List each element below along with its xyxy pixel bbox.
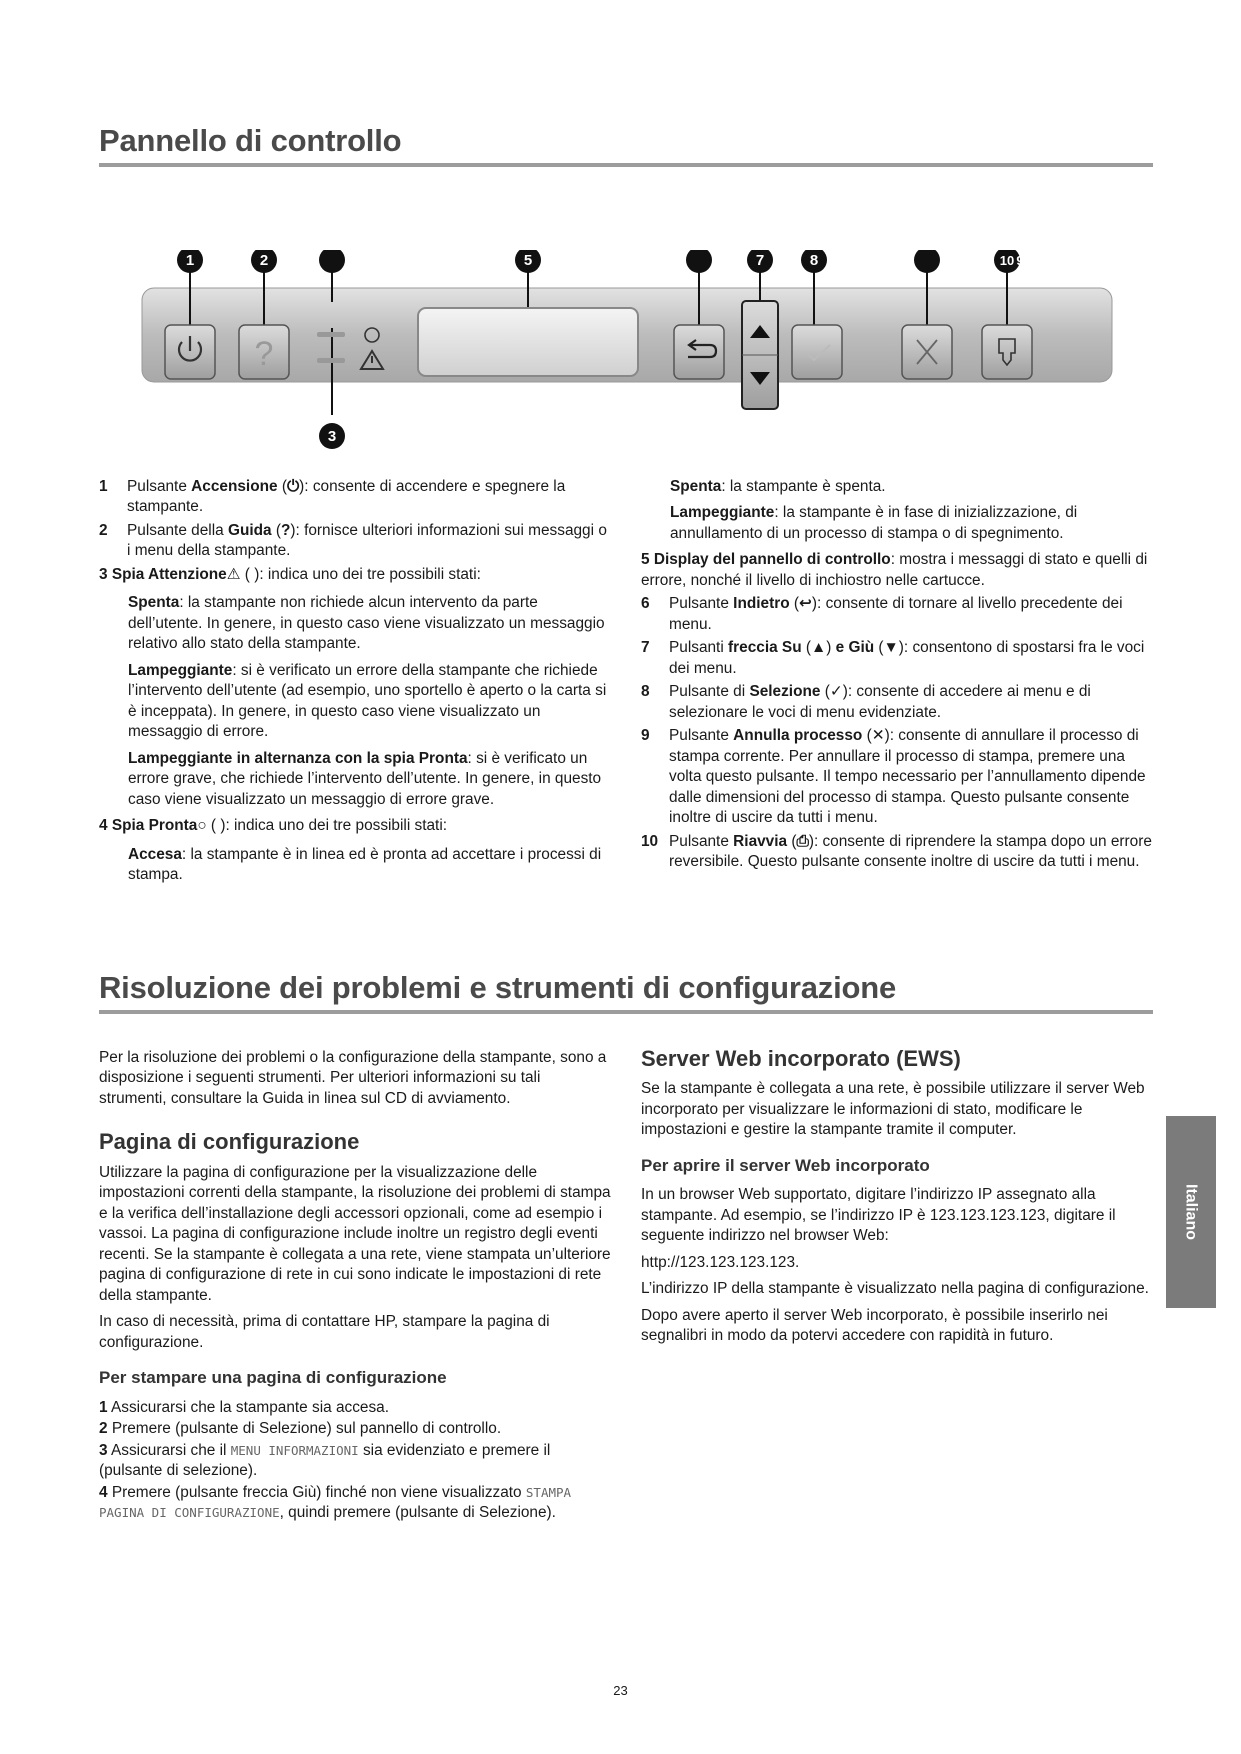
legend-item-1: 1 Pulsante Accensione (⏻): consente di accendere e spegnere la stampante.: [99, 478, 566, 516]
display-drawing: [418, 308, 638, 376]
ready-off-state: Spenta: la stampante è spenta.: [670, 478, 886, 495]
control-panel-illustration: [140, 250, 1120, 460]
config-page-heading: Pagina di configurazione: [99, 1129, 360, 1155]
legend-item-9: 9 Pulsante Annulla processo (✕): consente di annullare il processo di stampa corrente. Per annullare il processo di stampa, premere una volta questo pulsante. Il tempo necessario per l’annullamento dipende dalle dimensioni del processo di stampa. Questo pulsante consente inoltre di uscire da tutti i menu.: [641, 727, 1146, 827]
callout-10: 10: [999, 253, 1015, 268]
callout-7: 7: [755, 252, 765, 269]
callout-9: 9: [1016, 253, 1024, 268]
panel-legend-right: [641, 477, 1153, 876]
ready-light-icon: ○: [197, 817, 207, 835]
arrow-buttons-drawing: [742, 301, 778, 409]
legend-item-8: 8 Pulsante di Selezione (✓): consente di accedere ai menu e di selezionare le voci di menu evidenziate.: [641, 683, 1091, 721]
help-button-drawing: [239, 325, 289, 379]
panel-legend-left: [99, 477, 611, 892]
callout-2: 2: [259, 252, 269, 269]
arrow-up-icon: ▲: [811, 639, 827, 657]
title-rule-2: [99, 1010, 1153, 1014]
troubleshooting-right: [641, 1044, 1153, 1353]
config-paragraph-2: In caso di necessità, prima di contattare HP, stampare la pagina di configurazione.: [99, 1313, 550, 1351]
checkmark-icon: ✓: [829, 683, 843, 701]
select-button-drawing: [792, 325, 842, 379]
callout-1: 1: [185, 252, 195, 269]
callout-3: 3: [327, 428, 337, 445]
help-icon: ?: [280, 521, 291, 539]
resume-icon: ⎙: [796, 832, 809, 850]
config-paragraph-1: Utilizzare la pagina di configurazione per la visualizzazione delle impostazioni correnti della stampante, la risoluzione dei problemi di stampa e la verifica dell’installazione degli accessori opzionali, come ad esempio i vassoi. La pagina di configurazione include inoltre un registro degli eventi recenti. Se la stampante è collegata a una rete, viene stampata un’ulteriore pagina di configurazione di rete in cui sono indicate le impostazioni di rete della stampante.: [99, 1163, 611, 1304]
language-tab: Italiano: [1166, 1116, 1216, 1308]
example-url: http://123.123.123.123.: [641, 1253, 800, 1271]
attention-alternate-state: Lampeggiante in alternanza con la spia Pronta: si è verificato un errore grave, che richiede l’intervento dell’utente. In genere, in questo caso viene visualizzato un messaggio di errore grave.: [128, 749, 602, 808]
legend-item-10: 10 Pulsante Riavvia (⎙): consente di riprendere la stampa dopo un errore reversibile. Questo pulsante consente inoltre di uscire da tutti i menu.: [641, 832, 1152, 871]
legend-item-3: 3 Spia Attenzione⚠ ( ): indica uno dei tre possibili stati:: [99, 565, 611, 585]
arrow-down-icon: ▼: [883, 639, 899, 657]
step-3: 3 Assicurarsi che il MENU INFORMAZIONI sia evidenziato e premere il (pulsante di selezione).: [99, 1441, 551, 1480]
attention-blinking-state: Lampeggiante: si è verificato un errore della stampante che richiede l’intervento dell’utente (ad esempio, uno sportello è aperto o la carta si è inceppata). In genere, in questo caso viene visualizzato un messaggio di errore.: [128, 661, 607, 741]
cancel-button-drawing: [902, 325, 952, 379]
ews-paragraph: Se la stampante è collegata a una rete, è possibile utilizzare il server Web incorporato per visualizzare le informazioni di stato, modificare le impostazioni e gestire la stampante tramite il computer.: [641, 1080, 1145, 1139]
cancel-x-icon: ✕: [871, 727, 885, 745]
print-config-heading: Per stampare una pagina di configurazione: [99, 1368, 447, 1388]
intro-paragraph: Per la risoluzione dei problemi o la configurazione della stampante, sono a disposizione i seguenti strumenti. Per ulteriori informazioni su tali strumenti, consultare la Guida in linea sul CD di avviamento.: [99, 1049, 607, 1107]
warning-icon: ⚠: [226, 565, 241, 583]
ready-blinking-state: Lampeggiante: la stampante è in fase di inizializzazione, di annullamento di un processo di stampa o di spegnimento.: [670, 504, 1078, 542]
section-title-pannello: Pannello di controllo: [99, 123, 402, 158]
open-ews-paragraph-1: In un browser Web supportato, digitare l’indirizzo IP assegnato alla stampante. Ad esempio, se l’indirizzo IP è 123.123.123.123, digitare il seguente indirizzo nel browser Web:: [641, 1186, 1116, 1245]
svg-text:?: ?: [254, 335, 274, 373]
back-button-drawing: [674, 325, 724, 379]
open-ews-paragraph-3: Dopo avere aperto il server Web incorporato, è possibile inserirlo nei segnalibri in modo da potervi accedere con rapidità in futuro.: [641, 1306, 1108, 1345]
legend-item-4: 4 Spia Pronta○ ( ): indica uno dei tre possibili stati:: [99, 816, 611, 836]
callout-5: 5: [523, 252, 533, 269]
attention-off-state: Spenta: la stampante non richiede alcun intervento da parte dell’utente. In genere, in questo caso viene visualizzato un messaggio relativo allo stato della stampante.: [128, 594, 605, 653]
page-number: 23: [613, 1683, 628, 1698]
open-ews-paragraph-2: L’indirizzo IP della stampante è visualizzato nella pagina di configurazione.: [641, 1280, 1149, 1298]
step-2: 2 Premere (pulsante di Selezione) sul pannello di controllo.: [99, 1420, 502, 1438]
title-rule: [99, 163, 1153, 167]
section-title-risoluzione: Risoluzione dei problemi e strumenti di configurazione: [99, 970, 897, 1005]
resume-button-drawing: [982, 325, 1032, 379]
legend-item-7: 7 Pulsanti freccia Su (▲) e Giù (▼): consentono di spostarsi fra le voci dei menu.: [641, 639, 1145, 677]
callout-8: 8: [809, 252, 819, 269]
power-button-drawing: [165, 325, 215, 379]
step-4: 4 Premere (pulsante freccia Giù) finché non viene visualizzato STAMPA PAGINA DI CONFIGURAZIONE, quindi premere (pulsante di Selezione).: [99, 1483, 572, 1522]
back-icon: ↩: [799, 595, 812, 613]
ready-on-state: Accesa: la stampante è in linea ed è pronta ad accettare i processi di stampa.: [128, 845, 602, 884]
legend-item-2: 2 Pulsante della Guida (?): fornisce ulteriori informazioni sui messaggi o i menu della stampante.: [99, 521, 607, 560]
power-icon: ⏻: [286, 478, 300, 495]
legend-item-5: 5 Display del pannello di controllo: mostra i messaggi di stato e quelli di errore, nonché il livello di inchiostro nelle cartucce.: [641, 551, 1148, 589]
step-1: 1 Assicurarsi che la stampante sia accesa.: [99, 1398, 390, 1416]
ews-heading: Server Web incorporato (EWS): [641, 1046, 961, 1071]
legend-item-6: 6 Pulsante Indietro (↩): consente di tornare al livello precedente dei menu.: [641, 595, 1123, 633]
open-ews-heading: Per aprire il server Web incorporato: [641, 1155, 930, 1175]
troubleshooting-left: [99, 1048, 611, 1525]
